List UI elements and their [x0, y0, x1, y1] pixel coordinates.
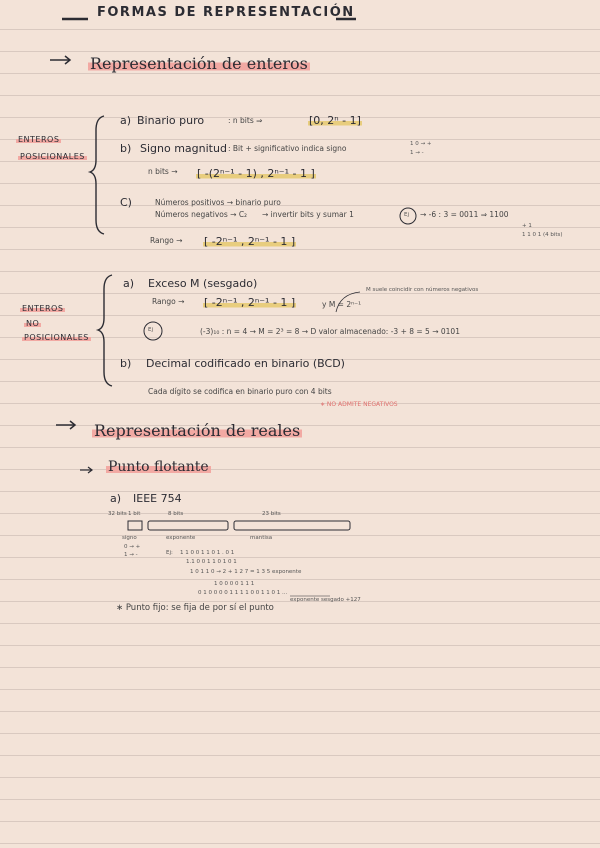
- footnote-punto-fijo: ∗ Punto fijo: se fija de por sí el punto: [116, 603, 274, 613]
- ieee-lbl-signo: signo: [122, 535, 137, 541]
- item-a-range: [0, 2ⁿ - 1]: [309, 114, 361, 127]
- subheading-punto-flotante: Punto flotante: [108, 459, 209, 475]
- side-label-enteros: ENTEROS: [18, 135, 60, 144]
- item-ieee-text: IEEE 754: [133, 492, 182, 505]
- section-heading-reales: Representación de reales: [94, 421, 301, 440]
- item-e-label: b): [120, 357, 132, 370]
- ieee-ej-line: 1 0 0 0 0 1 1 1: [214, 581, 255, 587]
- item-a-detail: : n bits ⇒: [228, 116, 263, 125]
- item-b-signs: 1 0 → + 1 → -: [410, 141, 432, 156]
- item-d-rango-label: Rango →: [152, 297, 185, 306]
- item-d-example: (-3)₁₀ : n = 4 → M = 2³ = 8 → D valor almacenado: -3 + 8 = 5 → 0101: [200, 327, 460, 336]
- item-c-line3: → invertir bits y sumar 1: [262, 210, 354, 219]
- item-d-text: Exceso M (sesgado): [148, 277, 258, 290]
- ieee-field1: 1 bit: [128, 511, 141, 517]
- item-b-nbits: n bits →: [148, 167, 178, 176]
- ieee-lbl-mant: mantisa: [250, 535, 273, 541]
- ieee-bits-label: 32 bits: [108, 511, 127, 517]
- item-e-note: ∗ NO ADMITE NEGATIVOS: [320, 401, 398, 408]
- ieee-field3: 23 bits: [262, 511, 281, 517]
- item-c-label: C): [120, 196, 132, 209]
- item-d-range: [ -2ⁿ⁻¹ , 2ⁿ⁻¹ - 1 ]: [204, 296, 296, 309]
- item-c-calc: + 1 1 1 0 1 (4 bits): [522, 223, 563, 238]
- item-c-line1: Números positivos → binario puro: [155, 198, 281, 207]
- side-label-posicionales: POSICIONALES: [20, 152, 85, 161]
- item-e-detail: Cada dígito se codifica en binario puro con 4 bits: [148, 387, 332, 396]
- ieee-field2: 8 bits: [168, 511, 184, 517]
- item-c-example-tag: Ej: [404, 212, 410, 218]
- item-b-text: Signo magnitud: [140, 142, 227, 155]
- side-label-no-posicionales: POSICIONALES: [24, 333, 89, 342]
- item-ieee-label: a): [110, 492, 122, 505]
- side-label-enteros-2: ENTEROS: [22, 304, 64, 313]
- item-e-text: Decimal codificado en binario (BCD): [146, 357, 345, 370]
- item-c-example: → -6 : 3 = 0011 ⇒ 1100: [420, 210, 509, 219]
- page-title: FORMAS DE REPRESENTACIÓN: [97, 5, 355, 20]
- item-b-range: [ -(2ⁿ⁻¹ - 1) , 2ⁿ⁻¹ - 1 ]: [197, 167, 315, 180]
- item-c-rango-label: Rango →: [150, 236, 183, 245]
- ieee-ej-note: exponente sesgado +127: [290, 597, 361, 603]
- item-d-m: y M = 2ⁿ⁻¹: [322, 300, 362, 309]
- item-a-label: a): [120, 114, 132, 127]
- section-heading-enteros: Representación de enteros: [90, 54, 308, 73]
- item-c-line2: Números negativos → C₂: [155, 210, 248, 219]
- item-b-detail: : Bit + significativo indica signo: [228, 144, 347, 153]
- ieee-ej-tag: Ej:: [166, 550, 173, 556]
- ieee-ej-line: 1 1 0 0 1 1 0 1 . 0 1: [180, 550, 235, 556]
- item-c-range: [ -2ⁿ⁻¹ , 2ⁿ⁻¹ - 1 ]: [204, 235, 296, 248]
- item-d-m-note: M suele coincidir con números negativos: [366, 287, 479, 293]
- item-a-text: Binario puro: [137, 114, 205, 127]
- ieee-ej-line: 1.1 0 0 1 1 0 1 0 1: [186, 559, 237, 565]
- item-b-label: b): [120, 142, 132, 155]
- side-label-no: NO: [26, 319, 40, 328]
- ieee-lbl-signs: 0 → + 1 → -: [124, 544, 141, 558]
- ieee-ej-line: 1 0 1 1 0 → 2 + 1 2 7 = 1 3 5 exponente: [190, 569, 302, 575]
- ieee-ej-line: 0 1 0 0 0 0 1 1 1 1 0 0 1 1 0 1 ...: [198, 590, 288, 596]
- ieee-lbl-exp: exponente: [166, 535, 196, 541]
- item-d-example-tag: Ej: [148, 327, 154, 333]
- item-d-label: a): [123, 277, 135, 290]
